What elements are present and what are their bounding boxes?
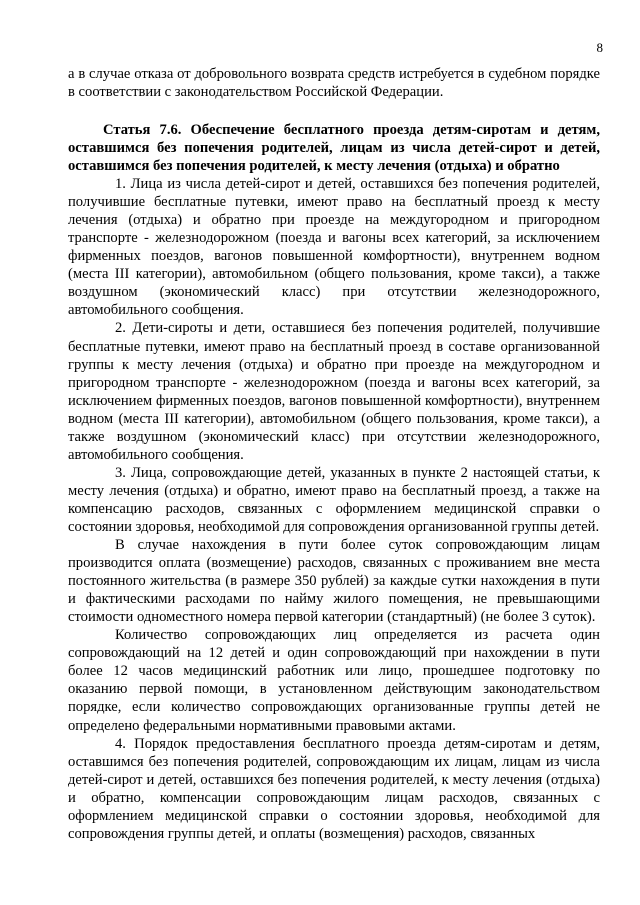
document-body — [68, 65, 600, 843]
paragraph-1: 1. Лица из числа детей-сирот и детей, оставшихся без попечения родителей, получившие бесплатные путевки, имеют право на бесплатный проезд к месту лечения (отдыха) и обратно при проезде на междугородном и пригородном транспорте - железнодорожном (поезда и вагоны всех категорий, за исключением фирменных поездов, вагонов повышенной комфортности), внутреннем водном (места III категории), автомобильном (общего пользования, кроме такси), а также воздушном (экономический класс) при отсутствии железнодорожного, автомобильного сообщения. — [68, 176, 600, 319]
paragraph-3: 3. Лица, сопровождающие детей, указанных в пункте 2 настоящей статьи, к месту лечения (отдыха) и обратно, имеют право на бесплатный проезд, а также на компенсацию расходов, связанных с оформлением медицинской справки о состоянии здоровья, необходимой для сопровождения организованной группы детей. — [68, 464, 600, 535]
article-heading: Статья 7.6. Обеспечение бесплатного проезда детям-сиротам и детям, оставшимся без попечения родителей, лицам из числа детей-сирот и детей, оставшимся без попечения родителей, к месту лечения (отдыха) и обратно — [68, 122, 600, 175]
paragraph-4: 4. Порядок предоставления бесплатного проезда детям-сиротам и детям, оставшимся без попечения родителей, сопровождающим их лицам, лицам из числа детей-сирот и детей, оставшихся без попечения родителей, к месту лечения (отдыха) и обратно, компенсации сопровождающим лицам расходов, связанных с оформлением медицинской справки о состоянии здоровья, необходимой для сопровождения группы детей, и оплаты (возмещения) расходов, связанных — [68, 735, 600, 842]
paragraph-3-travel-expenses: В случае нахождения в пути более суток сопровождающим лицам производится оплата (возмещение) расходов, связанных с проживанием вне места постоянного жительства (в размере 350 рублей) за каждые сутки нахождения в пути и фактическими расходами по найму жилого помещения, не превышающими стоимости одноместного номера первой категории (стандартный) (не более 3 суток). — [68, 537, 600, 626]
page-number: 8 — [596, 40, 603, 55]
paragraph-3-escort-count: Количество сопровождающих лиц определяется из расчета один сопровождающий на 12 детей и один сопровождающий при нахождении в пути более 12 часов медицинский работник или лицо, прошедшее подготовку по оказанию первой помощи, в установленном действующим законодательством порядке, если количество сопровождающих организованные группы детей не определено федеральными нормативными правовыми актами. — [68, 627, 600, 734]
intro-paragraph: а в случае отказа от добровольного возврата средств истребуется в судебном порядке в соответствии с законодательством Российской Федерации. — [68, 66, 600, 101]
paragraph-2: 2. Дети-сироты и дети, оставшиеся без попечения родителей, получившие бесплатные путевки, имеют право на бесплатный проезд в составе организованной группы к месту лечения (отдыха) и обратно при проезде на междугородном и пригородном транспорте - железнодорожном (поезда и вагоны всех категорий, за исключением фирменных поездов, вагонов повышенной комфортности), внутреннем водном (места III категории), автомобильном (общего пользования, кроме такси), а также воздушном (экономический класс) при отсутствии железнодорожного, автомобильного сообщения. — [68, 320, 600, 463]
